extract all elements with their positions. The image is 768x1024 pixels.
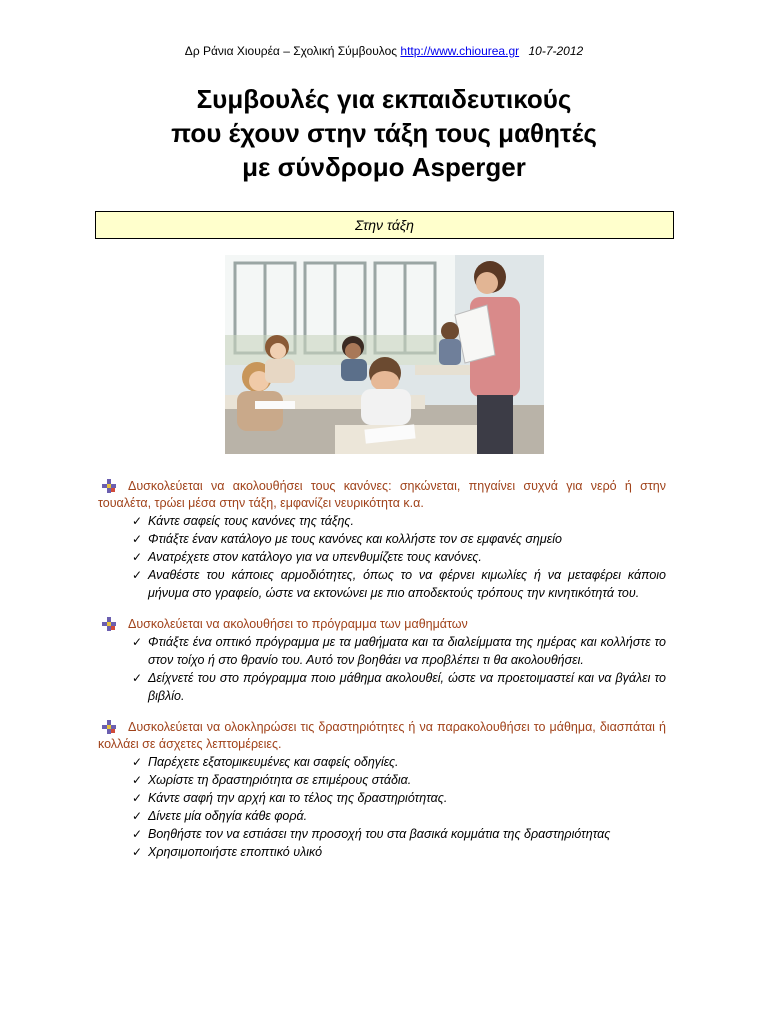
advice-content xyxy=(98,478,666,875)
document-header xyxy=(0,44,768,58)
checkmark-icon: ✓ xyxy=(132,635,143,649)
advice-list xyxy=(98,512,666,602)
list-item: ✓ Παρέχετε εξατομικευμένες και σαφείς οδηγίες. xyxy=(132,755,399,769)
block-heading xyxy=(98,616,666,633)
list-item: ✓ Ανατρέχετε στον κατάλογο για να υπενθυμίζετε τους κανόνες. xyxy=(132,550,482,564)
checkmark-icon: ✓ xyxy=(132,845,143,859)
checkmark-icon: ✓ xyxy=(132,550,143,564)
section-label-box xyxy=(95,211,674,239)
header-date: 10-7-2012 xyxy=(528,44,584,58)
classroom-photo xyxy=(225,255,544,454)
advice-block xyxy=(98,478,666,602)
checkmark-icon: ✓ xyxy=(132,809,143,823)
advice-block xyxy=(98,616,666,705)
header-author: Δρ Ράνια Χιουρέα – Σχολική Σύμβουλος xyxy=(184,44,398,58)
checkmark-icon: ✓ xyxy=(132,568,143,582)
header-link[interactable]: http://www.chiourea.gr xyxy=(400,44,520,58)
list-item: ✓ Δείχνετέ του στο πρόγραμμα ποιο μάθημα ακολουθεί, ώστε να προετοιμαστεί και να βγάλει το βιβλίο. xyxy=(132,671,666,703)
plus-arrow-bullet-icon xyxy=(102,479,116,493)
checkmark-icon: ✓ xyxy=(132,755,143,769)
block-heading-text: Δυσκολεύεται να ακολουθήσει τους κανόνες: σηκώνεται, πηγαίνει συχνά για νερό ή στην τουαλέτα, τρώει μέσα στην τάξη, εμφανίζει νευρικότητα κ.α. xyxy=(98,479,666,510)
block-heading xyxy=(98,719,666,753)
block-heading-text: Δυσκολεύεται να ολοκληρώσει τις δραστηριότητες ή να παρακολουθήσει το μάθημα, διασπάται ή κολλάει σε άσχετες λεπτομέρειες. xyxy=(98,720,666,751)
plus-arrow-bullet-icon xyxy=(102,720,116,734)
checkmark-icon: ✓ xyxy=(132,532,143,546)
classroom-illustration xyxy=(225,255,544,454)
list-item: ✓ Κάντε σαφείς τους κανόνες της τάξης. xyxy=(132,514,354,528)
block-heading xyxy=(98,478,666,512)
checkmark-icon: ✓ xyxy=(132,514,143,528)
checkmark-icon: ✓ xyxy=(132,791,143,805)
advice-list xyxy=(98,633,666,705)
list-item: ✓ Δίνετε μία οδηγία κάθε φορά. xyxy=(132,809,308,823)
list-item: ✓ Φτιάξτε ένα οπτικό πρόγραμμα με τα μαθήματα και τα διαλείμματα της ημέρας και κολλήστε το στον τοίχο ή στο θρανίο του. Αυτό τον βοηθάει να προβλέπει τι θα ακολουθήσει. xyxy=(132,635,666,667)
title-line-2: που έχουν στην τάξη τους μαθητές xyxy=(171,118,597,148)
block-heading-text: Δυσκολεύεται να ακολουθήσει το πρόγραμμα των μαθημάτων xyxy=(128,617,468,631)
plus-arrow-bullet-icon xyxy=(102,617,116,631)
checkmark-icon: ✓ xyxy=(132,671,143,685)
list-item: ✓ Βοηθήστε τον να εστιάσει την προσοχή του στα βασικά κομμάτια της δραστηριότητας xyxy=(132,827,611,841)
list-item: ✓ Αναθέστε του κάποιες αρμοδιότητες, όπως το να φέρνει κιμωλίες ή να μεταφέρει κάποιο μήνυμα στο γραφείο, ώστε να εκτονώνει με πιο αποδεκτούς τρόπους την κινητικότητά του. xyxy=(132,568,666,600)
list-item: ✓ Χωρίστε τη δραστηριότητα σε επιμέρους στάδια. xyxy=(132,773,412,787)
page-title xyxy=(0,82,768,184)
section-label: Στην τάξη xyxy=(355,217,414,233)
checkmark-icon: ✓ xyxy=(132,773,143,787)
title-line-3: με σύνδρομο Asperger xyxy=(242,152,526,182)
list-item: ✓ Χρησιμοποιήστε εποπτικό υλικό xyxy=(132,845,323,859)
checkmark-icon: ✓ xyxy=(132,827,143,841)
title-line-1: Συμβουλές για εκπαιδευτικούς xyxy=(196,84,572,114)
advice-block xyxy=(98,719,666,861)
list-item: ✓ Φτιάξτε έναν κατάλογο με τους κανόνες και κολλήστε τον σε εμφανές σημείο xyxy=(132,532,562,546)
advice-list xyxy=(98,753,666,861)
list-item: ✓ Κάντε σαφή την αρχή και το τέλος της δραστηριότητας. xyxy=(132,791,448,805)
